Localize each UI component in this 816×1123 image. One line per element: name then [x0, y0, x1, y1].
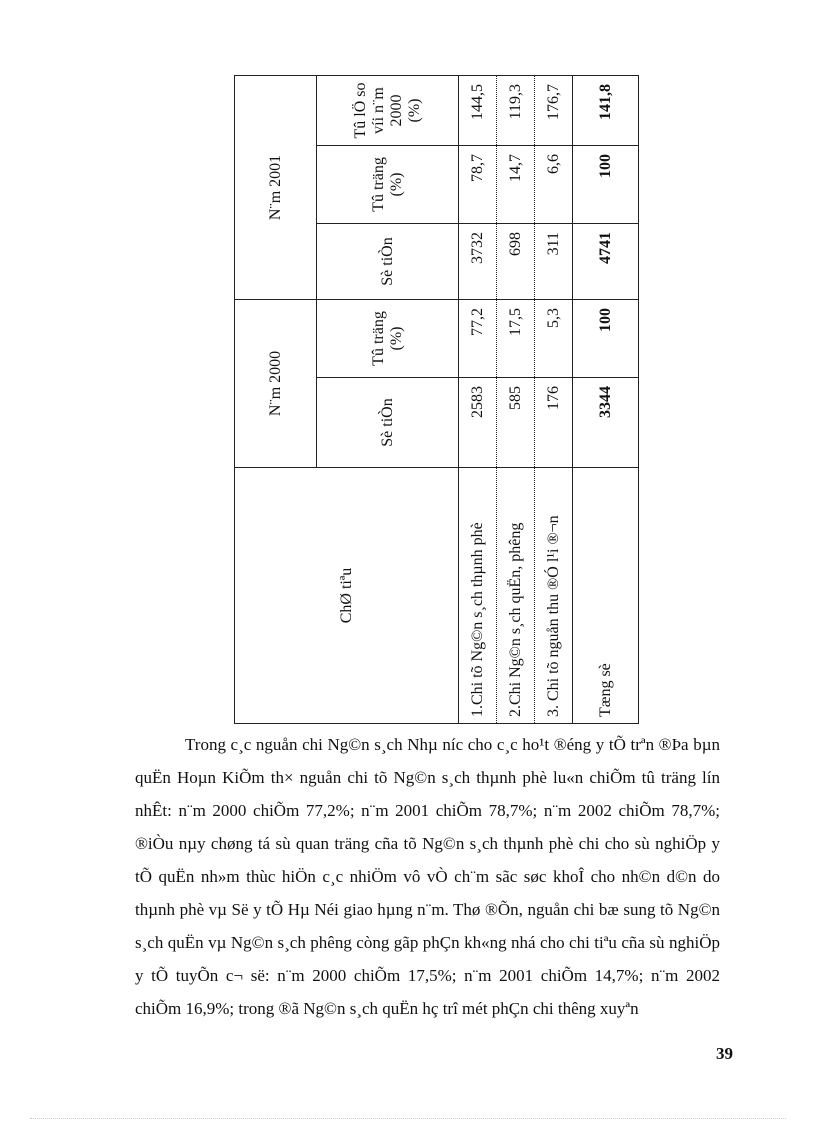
- header-amount-2000: Sè tiÒn: [317, 378, 459, 468]
- body-paragraph: Trong c¸c nguån chi Ng©n s¸ch Nhµ níc cho c¸c ho¹t ®éng y tÕ trªn ®Þa bµn quËn Hoµn KiÕm th× nguån chi tõ Ng©n s¸ch thµnh phè lu«n chiÕm tû träng lín nhÊt: n¨m 2000 chiÕm 77,2%; n¨m 2001 chiÕm 78,7%; n¨m 2002 chiÕm 78,7%; ®iÒu nµy chøng tá sù quan träng cña tõ Ng©n s¸ch thµnh phè chi cho sù nghiÖp y tÕ quËn nh»m thùc hiÖn c¸c nhiÖm vô vÒ ch¨m sãc søc khoÎ cho nh©n d©n do thµnh phè vµ Së y tÕ Hµ Néi giao hµng n¨m. Thø ®Õn, nguån chi bæ sung tõ Ng©n s¸ch quËn vµ Ng©n s¸ch phêng còng gãp phÇn kh«ng nhá cho chi tiªu cña sù nghiÖp y tÕ tuyÕn c¬ së: n¨m 2000 chiÕm 17,5%; n¨m 2001 chiÕm 14,7%; n¨m 2002 chiÕm 16,9%; trong ®ã Ng©n s¸ch quËn hç trî mét phÇn chi thêng xuyªn: [135, 735, 720, 1018]
- header-growth: Tû lÖ so víi n¨m 2000 (%): [317, 75, 459, 145]
- page-number: 39: [716, 1044, 733, 1063]
- total-share-2001: 100: [573, 145, 639, 223]
- header-share-2000: Tû träng (%): [317, 299, 459, 377]
- row-label: 1.Chi tõ Ng©n s¸ch thµnh phè: [459, 468, 497, 724]
- total-share-2000: 100: [573, 299, 639, 377]
- header-share-2001: Tû träng (%): [317, 145, 459, 223]
- header-amount-2001: Sè tiÒn: [317, 223, 459, 299]
- cell-share-2001: 6,6: [535, 145, 573, 223]
- cell-share-2000: 17,5: [497, 299, 535, 377]
- table-row: [459, 75, 497, 723]
- cell-amount-2000: 585: [497, 378, 535, 468]
- total-growth: 141,8: [573, 75, 639, 145]
- cell-share-2000: 77,2: [459, 299, 497, 377]
- header-year-2000: N¨m 2000: [235, 299, 317, 467]
- cell-growth: 176,7: [535, 75, 573, 145]
- cell-share-2000: 5,3: [535, 299, 573, 377]
- cell-amount-2001: 698: [497, 223, 535, 299]
- total-amount-2001: 4741: [573, 223, 639, 299]
- header-year-2001: N¨m 2001: [235, 75, 317, 299]
- header-criteria: ChØ tiªu: [235, 468, 459, 724]
- budget-table: [234, 75, 639, 724]
- row-label: 3. Chi tõ nguån thu ®Ó l¹i ®¬n: [535, 468, 573, 724]
- cell-amount-2000: 176: [535, 378, 573, 468]
- cell-amount-2000: 2583: [459, 378, 497, 468]
- row-label: 2.Chi Ng©n s¸ch quËn, phêng: [497, 468, 535, 724]
- cell-amount-2001: 3732: [459, 223, 497, 299]
- budget-table-rotated: [234, 76, 638, 724]
- cell-growth: 144,5: [459, 75, 497, 145]
- body-paragraph-block: [135, 728, 720, 1025]
- cell-share-2001: 78,7: [459, 145, 497, 223]
- footer-divider: [30, 1118, 786, 1119]
- cell-amount-2001: 311: [535, 223, 573, 299]
- total-label: Tæng sè: [573, 468, 639, 724]
- table-row: [535, 75, 573, 723]
- cell-share-2001: 14,7: [497, 145, 535, 223]
- total-amount-2000: 3344: [573, 378, 639, 468]
- cell-growth: 119,3: [497, 75, 535, 145]
- table-total-row: [573, 75, 639, 723]
- table-row: [497, 75, 535, 723]
